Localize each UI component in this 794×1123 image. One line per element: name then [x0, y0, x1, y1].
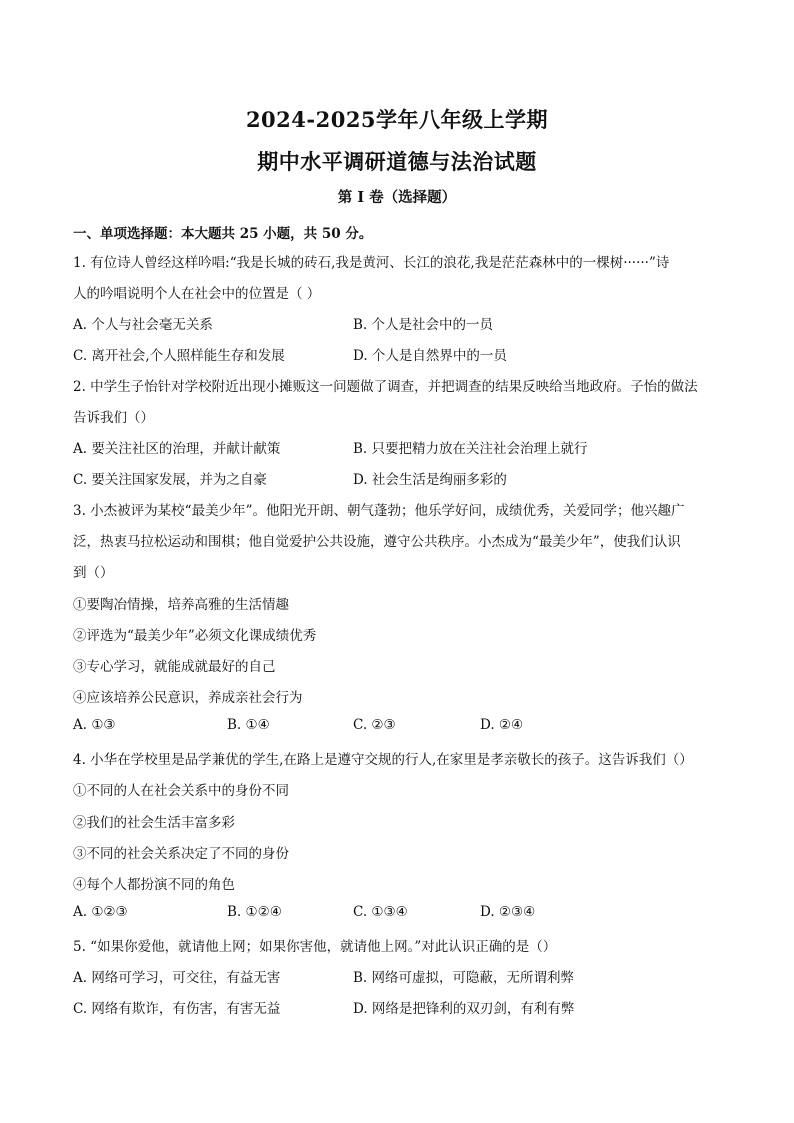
q3-statement-2: ②评选为“最美少年”必须文化课成绩优秀 — [73, 628, 317, 644]
q5-option-c: C. 网络有欺诈，有伤害，有害无益 — [73, 1001, 281, 1017]
q5-stem-line1: 5. “如果你爱他，就请他上网；如果你害他，就请他上网。”对此认识正确的是（） — [73, 939, 557, 955]
q3-stem-line3: 到（） — [73, 565, 114, 581]
q1-option-c: C. 离开社会,个人照样能生存和发展 — [73, 348, 285, 364]
q3-statement-3: ③专心学习，就能成就最好的自己 — [73, 659, 276, 675]
q4-statement-2: ②我们的社会生活丰富多彩 — [73, 815, 235, 831]
exam-title-subject: 期中水平调研道德与法治试题 — [257, 149, 537, 174]
q4-option-c: C. ①③④ — [353, 904, 408, 920]
q1-option-d: D. 个人是自然界中的一员 — [353, 348, 507, 364]
section-heading: 一、单项选择题：本大题共 25 小题，共 50 分。 — [73, 226, 373, 242]
q2-option-a: A. 要关注社区的治理，并献计献策 — [73, 441, 281, 457]
volume-heading: 第 I 卷（选择题） — [337, 189, 457, 206]
q5-option-b: B. 网络可虚拟，可隐蔽，无所谓利弊 — [353, 970, 575, 986]
q5-option-d: D. 网络是把锋利的双刃剑，有利有弊 — [353, 1001, 575, 1017]
q4-statement-1: ①不同的人在社会关系中的身份不同 — [73, 783, 289, 799]
q3-stem-line1: 3. 小杰被评为某校“最美少年”。他阳光开朗、朝气蓬勃；他乐学好问，成绩优秀，关爱同学；他兴趣广 — [73, 503, 685, 519]
q1-option-b: B. 个人是社会中的一员 — [353, 317, 494, 333]
q4-option-a: A. ①②③ — [73, 904, 128, 920]
q3-option-d: D. ②④ — [480, 717, 524, 733]
q4-option-d: D. ②③④ — [480, 904, 536, 920]
q3-statement-4: ④应该培养公民意识，养成亲社会行为 — [73, 690, 303, 706]
q2-option-d: D. 社会生活是绚丽多彩的 — [353, 472, 507, 488]
exam-title-year: 2024-2025学年八年级上学期 — [245, 107, 549, 132]
q3-option-c: C. ②③ — [353, 717, 396, 733]
q2-stem-line1: 2. 中学生子怡针对学校附近出现小摊贩这一问题做了调查，并把调查的结果反映给当地政府。子怡的做法 — [73, 379, 698, 395]
q3-option-b: B. ①④ — [227, 717, 270, 733]
q2-option-c: C. 要关注国家发展，并为之自豪 — [73, 472, 267, 488]
q4-statement-3: ③不同的社会关系决定了不同的身份 — [73, 846, 289, 862]
q3-statement-1: ①要陶冶情操，培养高雅的生活情趣 — [73, 597, 289, 613]
q4-option-b: B. ①②④ — [227, 904, 282, 920]
q1-stem-line1: 1. 有位诗人曾经这样吟唱:“我是长城的砖石,我是黄河、长江的浪花,我是茫茫森林中的一棵树······”诗 — [73, 255, 670, 271]
q1-option-a: A. 个人与社会毫无关系 — [73, 317, 213, 333]
q2-option-b: B. 只要把精力放在关注社会治理上就行 — [353, 441, 588, 457]
q4-stem-line1: 4. 小华在学校里是品学兼优的学生,在路上是遵守交规的行人,在家里是孝亲敬长的孩子。这告诉我们（） — [73, 752, 693, 768]
q3-option-a: A. ①③ — [73, 717, 116, 733]
q1-stem-line2: 人的吟唱说明个人在社会中的位置是（ ） — [73, 286, 321, 302]
q5-option-a: A. 网络可学习，可交往，有益无害 — [73, 970, 281, 986]
q4-statement-4: ④每个人都扮演不同的角色 — [73, 877, 235, 893]
q3-stem-line2: 泛，热衷马拉松运动和围棋；他自觉爱护公共设施，遵守公共秩序。小杰成为“最美少年”，使我们认识 — [73, 534, 681, 550]
q2-stem-line2: 告诉我们（） — [73, 410, 154, 426]
